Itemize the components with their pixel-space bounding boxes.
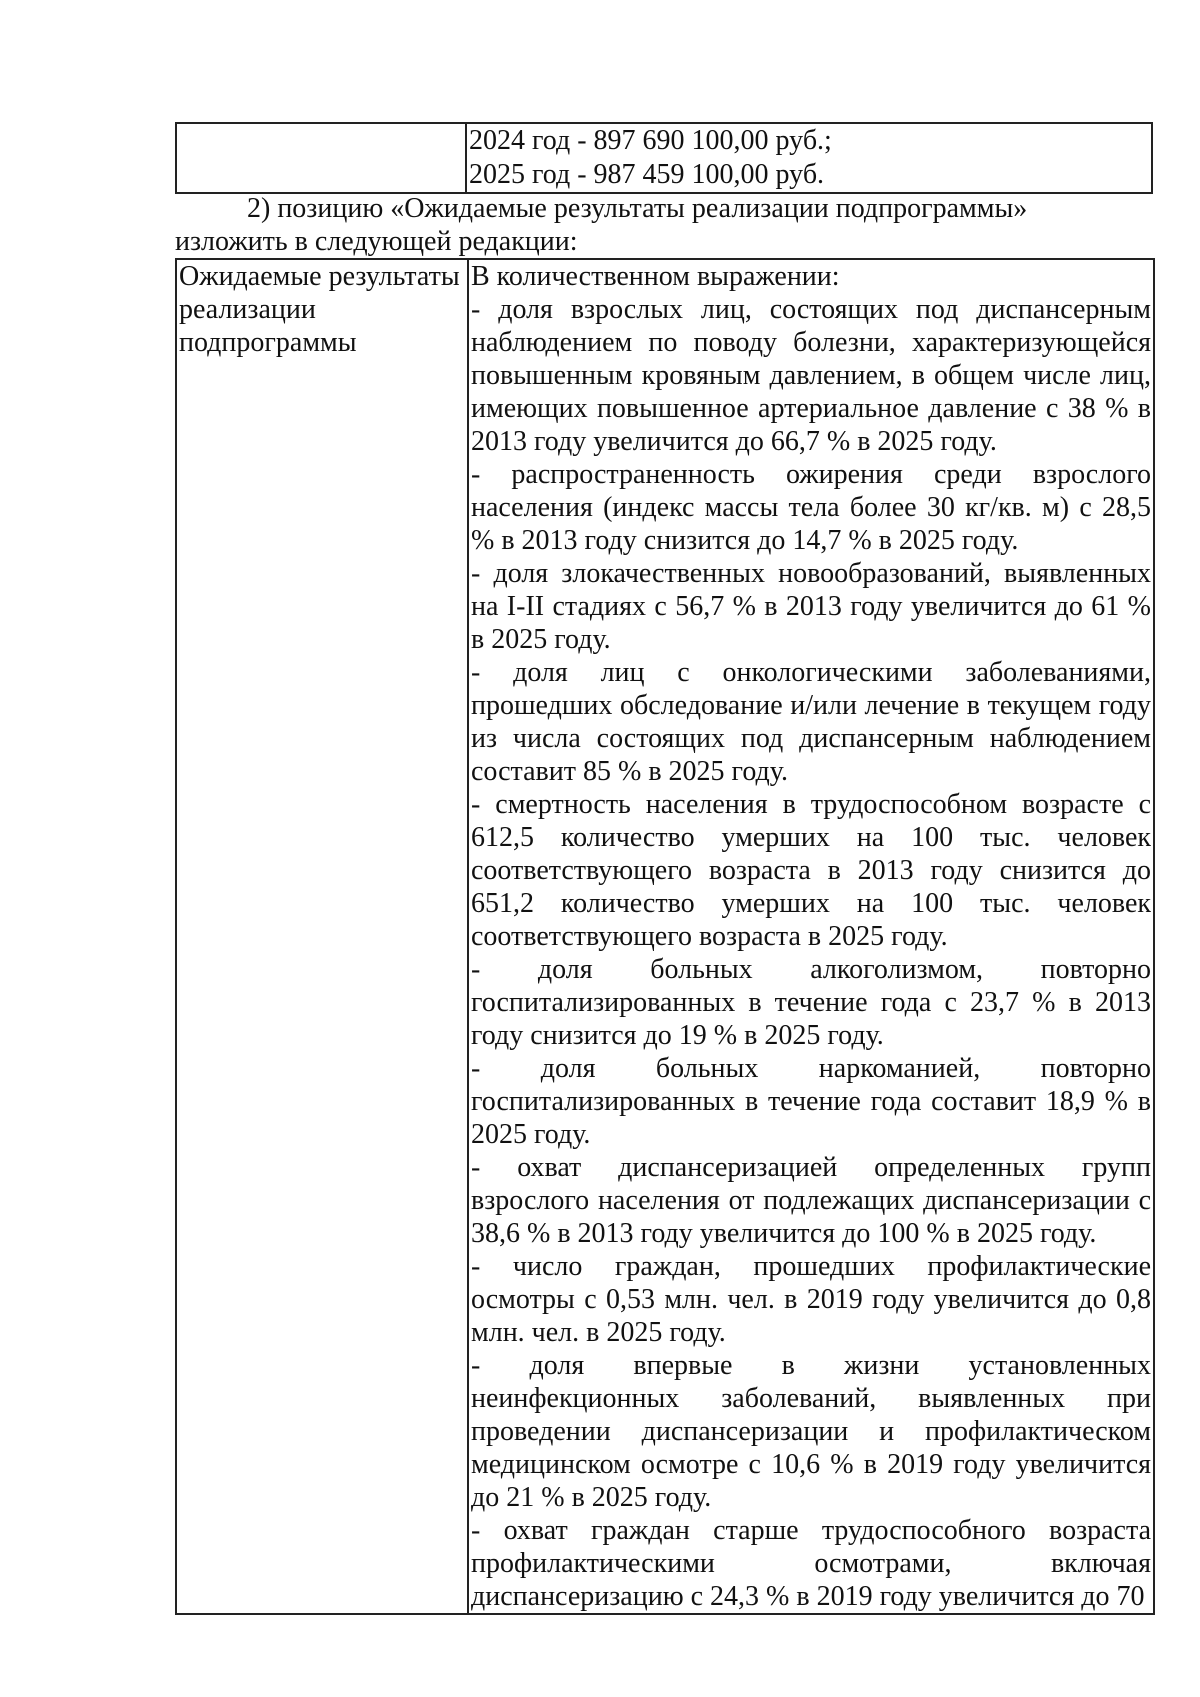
table-row: [176, 259, 1154, 1614]
result-item: - число граждан, прошедших профилактические осмотры с 0,53 млн. чел. в 2019 году увеличится до 0,8 млн. чел. в 2025 году.: [471, 1251, 1151, 1348]
results-intro: В количественном выражении:: [471, 261, 840, 292]
result-item: - доля лиц с онкологическими заболеваниями, прошедших обследование и/или лечение в текущем году из числа состоящих под диспансерным наблюдением составит 85 % в 2025 году.: [471, 657, 1151, 787]
table-row: [176, 123, 1152, 193]
expected-results-table: [175, 258, 1155, 1615]
results-cell: [468, 259, 1154, 1614]
amendment-paragraph: 2) позицию «Ожидаемые результаты реализации подпрограммы»: [247, 193, 1028, 224]
result-item: - охват диспансеризацией определенных групп взрослого населения от подлежащих диспансеризации с 38,6 % в 2013 году увеличится до 100 % в 2025 году.: [471, 1152, 1151, 1249]
result-item: - охват граждан старше трудоспособного возраста профилактическими осмотрами, включая диспансеризацию с 24,3 % в 2019 году увеличится до 70: [471, 1515, 1151, 1612]
funding-cell: [466, 123, 1152, 193]
amendment-paragraph-continued: изложить в следующей редакции:: [175, 226, 578, 257]
funding-table: [175, 122, 1153, 194]
funding-line-2025: 2025 год - 987 459 100,00 руб.: [469, 159, 825, 190]
row-label-cell: [176, 259, 468, 1614]
empty-cell: [176, 123, 466, 193]
result-item: - доля больных наркоманией, повторно госпитализированных в течение года составит 18,9 % в 2025 году.: [471, 1053, 1151, 1150]
result-item: - доля больных алкоголизмом, повторно госпитализированных в течение года с 23,7 % в 2013 году снизится до 19 % в 2025 году.: [471, 954, 1151, 1051]
funding-line-2024: 2024 год - 897 690 100,00 руб.;: [469, 125, 832, 156]
row-label: Ожидаемые результаты реализации подпрограммы: [179, 261, 460, 358]
result-item: - распространенность ожирения среди взрослого населения (индекс массы тела более 30 кг/кв. м) с 28,5 % в 2013 году снизится до 14,7 % в 2025 году.: [471, 459, 1151, 556]
result-item: - доля взрослых лиц, состоящих под диспансерным наблюдением по поводу болезни, характеризующейся повышенным кровяным давлением, в общем числе лиц, имеющих повышенное артериальное давление с 38 % в 2013 году увеличится до 66,7 % в 2025 году.: [471, 294, 1151, 457]
result-item: - доля злокачественных новообразований, выявленных на I-II стадиях с 56,7 % в 2013 году увеличится до 61 % в 2025 году.: [471, 558, 1151, 655]
result-item: - смертность населения в трудоспособном возрасте с 612,5 количество умерших на 100 тыс. человек соответствующего возраста в 2013 году снизится до 651,2 количество умерших на 100 тыс. человек соответствующего возраста в 2025 году.: [471, 789, 1151, 952]
result-item: - доля впервые в жизни установленных неинфекционных заболеваний, выявленных при проведении диспансеризации и профилактическом медицинском осмотре с 10,6 % в 2019 году увеличится до 21 % в 2025 году.: [471, 1350, 1151, 1513]
